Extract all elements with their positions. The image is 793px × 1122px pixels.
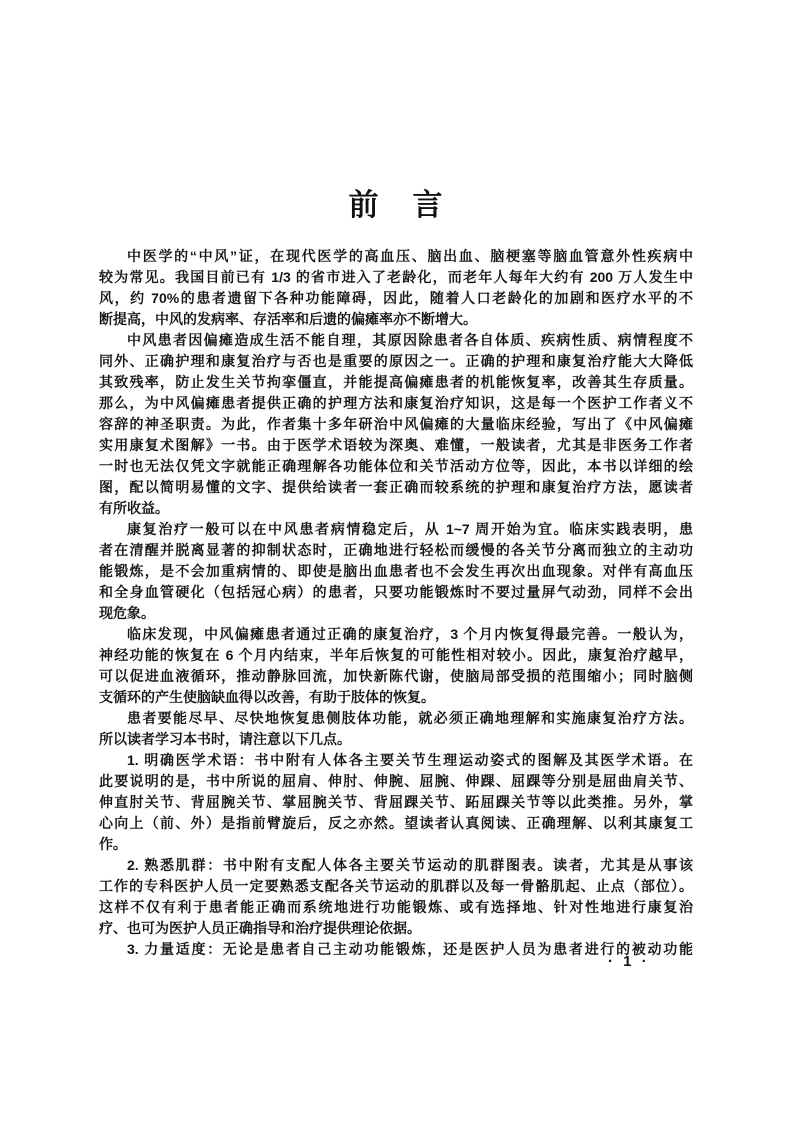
text-line: 和全身血管硬化（包括冠心病）的患者，只要功能锻炼时不要过量屏气动劲，同样不会出 (99, 584, 693, 600)
text-line: 较为常见。我国目前已有 1/3 的省市进入了老龄化，而老年人每年大约有 200 万人发生中 (99, 269, 693, 285)
text-line: 风，约 70%的患者遗留下各种功能障碍，因此，随着人口老龄化的加剧和医疗水平的不 (99, 290, 693, 306)
text-line: 此要说明的是，书中所说的屈肩、伸肘、伸腕、屈腕、伸踝、屈踝等分别是屈曲肩关节、 (99, 773, 693, 789)
paragraph (99, 708, 693, 750)
page-number: · 1 · (608, 953, 650, 970)
text-line: 有所收益。 (99, 500, 169, 516)
text-line: 图，配以简明易懂的文字、提供给读者一套正确而较系统的护理和康复治疗方法，愿读者 (99, 479, 693, 495)
text-line: 临床发现，中风偏瘫患者通过正确的康复治疗，3 个月内恢复得最完善。一般认为， (127, 626, 693, 642)
text-line: 一时也无法仅凭文字就能正确理解各功能体位和关节活动方位等，因此，本书以详细的绘 (99, 458, 693, 474)
text-line: 伸直肘关节、背屈腕关节、掌屈腕关节、背屈踝关节、跖屈踝关节等以此类推。另外，掌 (99, 794, 693, 810)
text-line: 所以读者学习本书时，请注意以下几点。 (99, 731, 351, 747)
text-line: 现危象。 (99, 605, 155, 621)
text-line: 实用康复术图解》一书。由于医学术语较为深奥、难懂，一般读者，尤其是非医务工作者 (99, 437, 693, 453)
text-line: 中医学的“中风”证，在现代医学的高血压、脑出血、脑梗塞等脑血管意外性疾病中 (127, 248, 693, 264)
text-line: 疗、也可为医护人员正确指导和治疗提供理论依据。 (99, 920, 421, 936)
text-line: 心向上（前、外）是指前臂旋后，反之亦然。望读者认真阅读、正确理解、以利其康复工 (99, 815, 693, 831)
text-line: 3. 力量适度：无论是患者自己主动功能锻炼，还是医护人员为患者进行的被动功能 (127, 941, 693, 957)
text-line: 支循环的产生使脑缺血得以改善，有助于肢体的恢复。 (99, 689, 435, 705)
page-title: 前 言 (348, 189, 445, 222)
text-line: 能锻炼，是不会加重病情的、即使是脑出血患者也不会发生再次出血现象。对伴有高血压 (99, 563, 693, 579)
text-line: 康复治疗一般可以在中风患者病情稳定后，从 1~7 周开始为宜。临床实践表明，患 (127, 521, 693, 537)
paragraph (99, 939, 693, 960)
text-line: 工作的专科医护人员一定要熟悉支配各关节运动的肌群以及每一骨骼肌起、止点（部位）。 (99, 878, 693, 894)
text-line: 作。 (99, 836, 127, 852)
paragraph (99, 855, 693, 939)
text-line: 同外、正确护理和康复治疗与否也是重要的原因之一。正确的护理和康复治疗能大大降低 (99, 353, 693, 369)
text-line: 2. 熟悉肌群：书中附有支配人体各主要关节运动的肌群图表。读者，尤其是从事该 (127, 857, 693, 873)
paragraph (99, 750, 693, 855)
text-line: 神经功能的恢复在 6 个月内结束，半年后恢复的可能性相对较小。因此，康复治疗越早， (99, 647, 693, 663)
text-line: 1. 明确医学术语：书中附有人体各主要关节生理运动姿式的图解及其医学术语。在 (127, 752, 693, 768)
text-line: 这样不仅有利于患者能正确而系统地进行功能锻炼、或有选择地、针对性地进行康复治 (99, 899, 693, 915)
text-line: 者在清醒并脱离显著的抑制状态时，正确地进行轻松而缓慢的各关节分离而独立的主动功 (99, 542, 693, 558)
text-line: 断提高，中风的发病率、存活率和后遗的偏瘫率亦不断增大。 (99, 311, 477, 327)
text-line: 其致残率，防止发生关节拘挛僵直，并能提高偏瘫患者的机能恢复率，改善其生存质量。 (99, 374, 693, 390)
text-line: 中风患者因偏瘫造成生活不能自理，其原因除患者各自体质、疾病性质、病情程度不 (127, 332, 693, 348)
paragraph (99, 330, 693, 519)
text-line: 患者要能尽早、尽快地恢复患侧肢体功能，就必须正确地理解和实施康复治疗方法。 (127, 710, 693, 726)
preface-body (99, 246, 693, 960)
paragraph (99, 624, 693, 708)
text-line: 容辞的神圣职责。为此，作者集十多年研治中风偏瘫的大量临床经验，写出了《中风偏瘫 (99, 416, 693, 432)
paragraph (99, 246, 693, 330)
text-line: 那么，为中风偏瘫患者提供正确的护理方法和康复治疗知识，这是每一个医护工作者义不 (99, 395, 693, 411)
paragraph (99, 519, 693, 624)
text-line: 可以促进血液循环，推动静脉回流，加快新陈代谢，使脑局部受损的范围缩小；同时脑侧 (99, 668, 693, 684)
